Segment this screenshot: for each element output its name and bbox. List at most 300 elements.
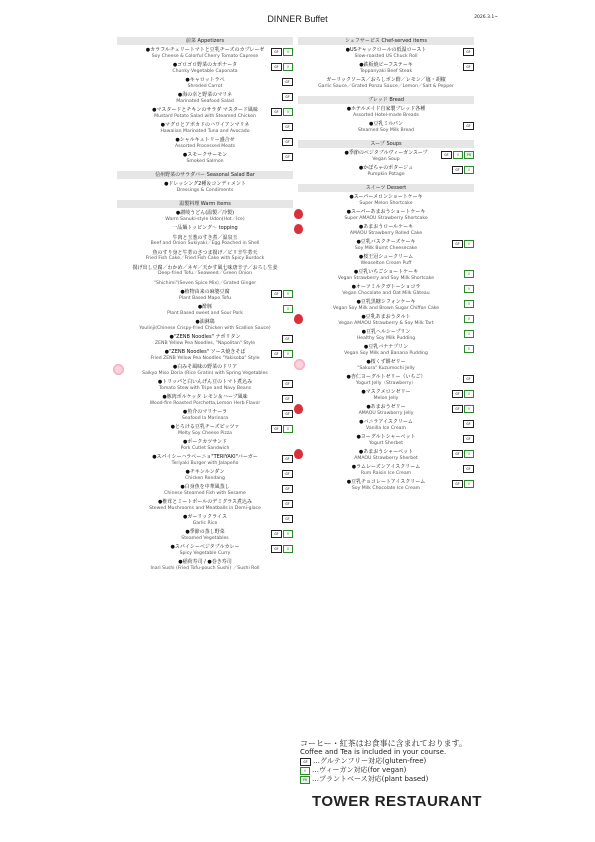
- vegan-icon: V: [283, 530, 293, 538]
- menu-item-name-jp: ●豆乳いちごショートケーキ: [353, 269, 419, 275]
- vegan-icon: V: [464, 300, 474, 308]
- menu-item-name-jp: ●マスクメロンゼリー: [361, 389, 411, 395]
- cherry-blossom-icon: [113, 364, 124, 375]
- section-header: 前菜 Appetizers: [117, 37, 293, 45]
- menu-item-name-jp: ●白みそ風味の野菜のドリア: [172, 364, 238, 370]
- dietary-icons: [463, 435, 474, 443]
- menu-item-name-jp: ●豆乳チョコレートアイスクリーム: [346, 479, 426, 485]
- menu-item: [117, 290, 293, 301]
- menu-item-name-en: Assorted Hotel-made Breads: [353, 112, 419, 118]
- menu-item: [298, 151, 474, 162]
- gluten-free-icon: GF: [463, 48, 474, 56]
- menu-item: [117, 485, 293, 496]
- gluten-free-icon: GF: [282, 410, 293, 418]
- notice-line-en: Coffee and Tea is included in your course.: [300, 748, 447, 756]
- dietary-icons: [282, 455, 293, 463]
- menu-item-name-jp: ●"ZENB Noodles" ナポリタン: [169, 334, 241, 340]
- menu-item-name-jp: ●季節のベジタブルヴィーガンスープ: [344, 150, 428, 156]
- menu-item-name-en: Vegan Soy Milk and Brown Sugar Chiffon Cake: [332, 305, 440, 311]
- menu-item-name-en: Inari Sushi (Fried Tofu-pouch Sushi) ／Sushi Roll: [150, 565, 260, 571]
- dietary-icons: [271, 530, 293, 538]
- menu-item: [117, 63, 293, 74]
- gluten-free-icon: GF: [452, 240, 463, 248]
- menu-item-name-jp: ●チキンルンダン: [185, 469, 225, 475]
- menu-item-name-jp: ●豚肉ポルケッタ レモン＆ハーブ風味: [162, 394, 248, 400]
- menu-item-name-en: Pork Cutlet Sandwich: [180, 445, 230, 451]
- vegan-icon: V: [464, 390, 474, 398]
- dietary-icons: [271, 108, 293, 116]
- menu-item-name-jp: ●キャロットラペ: [185, 77, 225, 83]
- menu-item: [117, 236, 293, 247]
- menu-item-name-jp: ●カラフルチェリートマトと豆乳チーズのカプレーゼ: [145, 47, 265, 53]
- menu-item: [298, 285, 474, 296]
- dietary-icons: [282, 485, 293, 493]
- dietary-icons: [271, 350, 293, 358]
- dietary-icons: [282, 410, 293, 418]
- menu-item: [117, 281, 293, 287]
- menu-item: [298, 107, 474, 118]
- menu-item-name-en: "Sakura" Kuzumochi Jelly: [357, 365, 415, 371]
- gluten-free-icon: GF: [463, 435, 474, 443]
- menu-item-name-en: Garlic Rice: [192, 520, 218, 526]
- menu-item-name-jp: 揚げ出し豆腐／わかめ／ネギ／天かす風七味唐辛子／おろし生姜: [132, 264, 278, 271]
- menu-item: [298, 405, 474, 416]
- menu-item-name-jp: ●稲荷寿司 / ●巻き寿司: [178, 559, 232, 565]
- menu-item: [117, 365, 293, 376]
- notice-line-jp: コーヒー・紅茶はお食事に含まれております。: [300, 739, 468, 748]
- dietary-icons: [463, 465, 474, 473]
- menu-item: [298, 210, 474, 221]
- legend-row: [300, 766, 467, 775]
- gluten-free-icon: GF: [282, 500, 293, 508]
- menu-item: [117, 545, 293, 556]
- menu-item-name-jp: ●杏仁ヨーグルトゼリー（いちご）: [346, 374, 426, 380]
- menu-item-name-en: Wood-fire Roasted Porchetta,Lemon Herb Flavor: [149, 400, 261, 406]
- gluten-free-icon: GF: [282, 138, 293, 146]
- menu-item-name-en: Plant Based Mapo Tofu: [179, 295, 231, 301]
- dietary-icons: [282, 515, 293, 523]
- menu-item-name-jp: ●USチャックロールの低温ロースト: [345, 47, 427, 53]
- menu-item: [117, 530, 293, 541]
- dietary-icons: [282, 78, 293, 86]
- menu-item-name-en: Chicken Rendang: [185, 475, 225, 481]
- menu-item-name-jp: ●酢豚: [197, 304, 213, 310]
- dietary-icons: [463, 122, 474, 130]
- menu-title: DINNER Buffet: [267, 14, 328, 24]
- gluten-free-icon: GF: [282, 335, 293, 343]
- menu-item: [117, 560, 293, 571]
- menu-item: [117, 515, 293, 526]
- menu-item-name-en: Saikyo Miso Doria (Rice Gratin) with Spring Vegetables: [142, 370, 268, 376]
- section-dessert: [298, 184, 474, 491]
- menu-item: [298, 345, 474, 356]
- legend-label: …プラントベース対応(plant based): [312, 775, 429, 783]
- menu-item-name-en: Healthy Soy Milk Pudding: [356, 335, 416, 341]
- vegan-icon: V: [464, 345, 474, 353]
- menu-item: [117, 108, 293, 119]
- dietary-icons: [464, 345, 474, 353]
- menu-item: [117, 440, 293, 451]
- menu-item-name-en: Rum Raisin Ice Cream: [360, 470, 412, 476]
- dietary-icons: [441, 151, 474, 159]
- dietary-icons: [282, 93, 293, 101]
- vegan-icon: V: [283, 545, 293, 553]
- menu-item-name-en: Smoked Salmon: [186, 158, 224, 164]
- vegan-icon: V: [283, 48, 293, 56]
- gluten-free-icon: GF: [282, 153, 293, 161]
- menu-item: [117, 425, 293, 436]
- gluten-free-icon: GF: [441, 151, 452, 159]
- dietary-icons: [464, 270, 474, 278]
- menu-item-name-en: Plant Based sweet and Sour Pork: [167, 310, 243, 316]
- menu-item-name-en: Chunky Vegetable Caponata: [172, 68, 238, 74]
- menu-item: [117, 320, 293, 331]
- menu-item-name-en: Melon Jelly: [373, 395, 399, 401]
- menu-item-name-jp: ●桜王冠シュークリーム: [358, 254, 414, 260]
- menu-item-name-jp: ●豆乳バスクチーズケーキ: [356, 239, 416, 245]
- menu-item: [298, 122, 474, 133]
- menu-item-name-en: Teppanyaki Beef Steak: [359, 68, 413, 74]
- menu-item-name-en: Hawaiian Marinated Tuna and Avocado: [160, 128, 250, 134]
- menu-item: [298, 225, 474, 236]
- menu-item-name-jp: ●油淋鶏: [195, 319, 215, 325]
- gluten-free-icon: GF: [300, 758, 311, 766]
- vegan-icon: V: [283, 305, 293, 313]
- menu-item: [117, 305, 293, 316]
- plant-based-icon: PB: [464, 151, 474, 159]
- menu-item: [298, 78, 474, 89]
- menu-item-name-en: Shreded Carrot: [187, 83, 223, 89]
- menu-item: [117, 335, 293, 346]
- menu-item-name-en: Melty Soy Cheese Pizza: [178, 430, 232, 436]
- menu-item: [117, 410, 293, 421]
- menu-item-name-en: Soy Milk Burnt Cheesecake: [354, 245, 418, 251]
- menu-item-name-jp: ●桜くず餅ゼリー: [366, 359, 406, 365]
- vegan-icon: V: [283, 290, 293, 298]
- menu-item-name-jp: ●スモークサーモン: [182, 152, 228, 158]
- dietary-icons: [452, 390, 474, 398]
- menu-item-name-jp: ●マスタードとチキンのサラダ マスタード風味: [152, 107, 258, 113]
- dietary-icons: [282, 153, 293, 161]
- dietary-icons: [464, 315, 474, 323]
- menu-date: 2026.3.1~: [474, 15, 498, 20]
- notice: [300, 739, 467, 784]
- legend-row: [300, 775, 467, 784]
- strawberry-icon: [294, 224, 303, 234]
- right-column: [298, 37, 474, 495]
- menu-item-name-jp: ●ヨーグルトシャーベット: [356, 434, 416, 440]
- menu-item-name-jp: ●オーツミルクガトーショコラ: [351, 284, 421, 290]
- menu-item-name-en: Seafood la Marinara: [181, 415, 229, 421]
- vegan-icon: V: [464, 285, 474, 293]
- vegan-icon: V: [464, 480, 474, 488]
- menu-item: [117, 93, 293, 104]
- section-header: スープ Soups: [298, 140, 474, 148]
- dietary-icons: [463, 63, 474, 71]
- menu-item: [298, 300, 474, 311]
- gluten-free-icon: GF: [452, 390, 463, 398]
- menu-item-name-jp: ●あまおうシャーベット: [358, 449, 414, 455]
- menu-item-name-en: Vegan Soup: [372, 156, 400, 162]
- gluten-free-icon: GF: [463, 375, 474, 383]
- dietary-icons: [282, 395, 293, 403]
- gluten-free-icon: GF: [282, 78, 293, 86]
- menu-item: [117, 211, 293, 222]
- menu-item-name-en: Weaselton Cream Puff: [360, 260, 412, 266]
- menu-item: [298, 240, 474, 251]
- menu-item-name-jp: ●植物由来の麻婆豆腐: [180, 289, 230, 295]
- gluten-free-icon: GF: [271, 425, 282, 433]
- section-header: 信州野菜のサラダバー Seasonal Salad Bar: [117, 171, 293, 179]
- menu-item-name-en: Steamed Soy Milk Bread: [357, 127, 415, 133]
- menu-item-name-en: "Shichimi"(Seven Spice Mix)／Grated Ginger: [153, 280, 257, 286]
- cherry-blossom-icon: [294, 359, 305, 370]
- gluten-free-icon: GF: [282, 455, 293, 463]
- dietary-icons: [271, 425, 293, 433]
- dietary-icons: [282, 380, 293, 388]
- section-header: 温製料理 Warm items: [117, 200, 293, 208]
- menu-item-name-en: Vegan Strawberry and Soy Milk Shortcake: [337, 275, 435, 281]
- menu-item-name-en: Vegan Chocolate and Oat Milk Gâteau: [342, 290, 430, 296]
- gluten-free-icon: GF: [282, 380, 293, 388]
- strawberry-icon: [294, 209, 303, 219]
- menu-item-name-jp: ●マグロとアボカドのハワイアンマリネ: [160, 122, 250, 128]
- menu-item: [117, 138, 293, 149]
- menu-item-name-jp: ●ガーリックライス: [183, 514, 227, 520]
- dietary-icons: [271, 48, 293, 56]
- menu-item-name-jp: ●海の幸と野菜のマリネ: [177, 92, 233, 98]
- gluten-free-icon: GF: [271, 290, 282, 298]
- dietary-icons: [463, 375, 474, 383]
- gluten-free-icon: GF: [271, 48, 282, 56]
- menu-item: [298, 360, 474, 371]
- section-warm: [117, 200, 293, 571]
- menu-item-name-jp: ●ラムレーズンアイスクリーム: [351, 464, 421, 470]
- legend-row: [300, 757, 467, 766]
- menu-item-name-en: Pumpkin Potage: [367, 171, 405, 177]
- menu-item-name-jp: ●魚介のマリナーラ: [182, 409, 228, 415]
- menu-item-name-jp: ●鉄板焼ビーフステーキ: [359, 62, 413, 68]
- menu-item-name-jp: 魚のすり身と牛蒡のさつま揚げ／ピリ辛牛蒡天: [152, 249, 258, 256]
- gluten-free-icon: GF: [452, 405, 463, 413]
- menu-item: [117, 350, 293, 361]
- dietary-icons: [463, 420, 474, 428]
- gluten-free-icon: GF: [452, 450, 463, 458]
- gluten-free-icon: GF: [282, 515, 293, 523]
- dietary-icons: [464, 285, 474, 293]
- menu-item: [298, 390, 474, 401]
- menu-item-name-jp: ●白身魚を中華風蒸し: [180, 484, 230, 490]
- vegan-icon: V: [283, 108, 293, 116]
- legend-label: …ヴィーガン対応(for vegan): [312, 766, 407, 774]
- section-appetizers: [117, 37, 293, 164]
- menu-item-name-en: Yogurt Jelly（Strawberry）: [356, 380, 416, 386]
- vegan-icon: V: [283, 425, 293, 433]
- dietary-icons: [283, 305, 293, 313]
- dietary-icons: [282, 500, 293, 508]
- gluten-free-icon: GF: [463, 63, 474, 71]
- menu-item: [298, 330, 474, 341]
- menu-item-name-jp: ●あまおうゼリー: [366, 404, 406, 410]
- menu-item: [298, 195, 474, 206]
- strawberry-icon: [294, 314, 303, 324]
- menu-item-name-en: Stewed Mushrooms and Meatballs in Demi-glace: [149, 505, 261, 511]
- plant-based-icon: PB: [300, 776, 310, 784]
- menu-item-name-en: Vanilla Ice Cream: [366, 425, 406, 431]
- gluten-free-icon: GF: [282, 123, 293, 131]
- menu-item-name-jp: ●季節の蒸し野菜: [185, 529, 225, 535]
- dietary-icons: [452, 240, 474, 248]
- menu-item-name-en: AMAOU Strawberry Jelly: [358, 410, 414, 416]
- menu-item-name-en: Teriyaki Burger with Jalapeño: [171, 460, 239, 466]
- gluten-free-icon: GF: [452, 166, 463, 174]
- menu-item: [298, 435, 474, 446]
- dietary-icons: [282, 470, 293, 478]
- menu-item: [117, 153, 293, 164]
- menu-item-name-en: Deep-fried Tofu／Seaweed／Green Onion: [157, 271, 253, 276]
- menu-item-name-jp: ●シャルキュトリー盛合せ: [175, 137, 235, 143]
- vegan-icon: V: [464, 270, 474, 278]
- dietary-icons: [282, 335, 293, 343]
- menu-item-name-en: Assorted Processed Meats: [174, 143, 236, 149]
- menu-item-name-en: AMAOU Strawberry Rolled Cake: [349, 230, 423, 236]
- dietary-icons: [282, 138, 293, 146]
- menu-item-name-en: AMAOU Strawberry Sherbet: [354, 455, 418, 461]
- brand-name: TOWER RESTAURANT: [312, 793, 482, 810]
- menu-item-name-en: Soy Milk Chocolate Ice Cream: [351, 485, 421, 491]
- menu-item-name-en: Vegan AMAOU Strawberry & Soy Milk Tart: [338, 320, 434, 326]
- menu-item-name-en: Garlic Sauce／Grated Ponzu Sauce／Lemon／Salt & Pepper: [318, 83, 454, 89]
- vegan-icon: V: [464, 240, 474, 248]
- dietary-icons: [452, 166, 474, 174]
- menu-item: [298, 270, 474, 281]
- menu-item-name-jp: ●スーパーあまおうショートケーキ: [346, 209, 426, 215]
- menu-item-name-en: Warm Sanuki-style Udon(Hot／Ice): [165, 216, 245, 222]
- menu-item: [117, 266, 293, 277]
- menu-item: [298, 48, 474, 59]
- menu-item-name-jp: ●豆乳バナナプリン: [363, 344, 409, 350]
- gluten-free-icon: GF: [282, 395, 293, 403]
- menu-item: [117, 123, 293, 134]
- menu-item-name-jp: 一品麺トッピング〜 topping: [172, 225, 238, 231]
- dietary-icons: [282, 123, 293, 131]
- strawberry-icon: [294, 404, 303, 414]
- menu-item: [298, 315, 474, 326]
- gluten-free-icon: GF: [282, 485, 293, 493]
- gluten-free-icon: GF: [463, 420, 474, 428]
- menu-item-name-jp: ガーリックソース／おろしポン酢／レモン／塩・胡椒: [326, 77, 446, 83]
- menu-item-name-jp: ●トリッパと白いんげん豆のトマト煮込み: [157, 379, 253, 385]
- menu-item-name-en: Fried Fish Cake／Fried Fish Cake with Spicy Burdock: [145, 256, 265, 261]
- legend-label: …グルテンフリー対応(gluten-free): [313, 757, 427, 765]
- menu-item-name-en: Slow-roasted US Chuck Roll: [354, 53, 418, 59]
- menu-item-name-en: Steamed Vegetables: [181, 535, 229, 541]
- menu-item-name-jp: ●ドレッシング2種＆コンディメント: [164, 181, 246, 187]
- menu-item: [117, 500, 293, 511]
- vegan-icon: V: [453, 151, 463, 159]
- gluten-free-icon: GF: [271, 545, 282, 553]
- dietary-icons: [464, 300, 474, 308]
- section-header: スイーツ Dessert: [298, 184, 474, 192]
- dietary-icons: [463, 48, 474, 56]
- menu-item: [117, 251, 293, 262]
- menu-item-name-jp: ●ゴロゴロ野菜のカポナータ: [172, 62, 238, 68]
- menu-item: [117, 48, 293, 59]
- menu-item-name-en: Mustard Potato Salad with Steamed Chicken: [154, 113, 256, 119]
- section-bread: [298, 96, 474, 133]
- menu-item-name-en: Dressings & Condiments: [176, 187, 234, 193]
- section-chef: [298, 37, 474, 89]
- menu-item-name-jp: ●スーパーメロンショートケーキ: [349, 194, 423, 200]
- menu-item-name-jp: ●豆乳黒糖シフォンケーキ: [356, 299, 416, 305]
- menu-item-name-jp: 牛肉と玉葱のすき煮／温泉玉: [172, 234, 238, 241]
- vegan-icon: V: [300, 767, 310, 775]
- menu-item-name-en: Super AMAOU Strawberry Shortcake: [344, 215, 428, 221]
- menu-item: [298, 166, 474, 177]
- icon-legend: [300, 757, 467, 784]
- section-soup: [298, 140, 474, 177]
- menu-item-name-jp: ●豆乳ミルパン: [368, 121, 403, 127]
- menu-item-name-jp: ●ポークカツサンド: [182, 439, 228, 445]
- menu-item: [117, 182, 293, 193]
- menu-item-name-en: Youlinji(Chinese Crispy-fried Chicken with Scallion Sauce): [139, 325, 271, 331]
- vegan-icon: V: [464, 405, 474, 413]
- dietary-icons: [452, 405, 474, 413]
- dietary-icons: [452, 480, 474, 488]
- menu-item: [117, 78, 293, 89]
- menu-item-name-en: Yogurt Sherbet: [368, 440, 404, 446]
- gluten-free-icon: GF: [271, 63, 282, 71]
- menu-item-name-en: Soy Cheese & Colorful Cherry Tomato Caprese: [151, 53, 259, 59]
- dietary-icons: [271, 290, 293, 298]
- strawberry-icon: [294, 449, 303, 459]
- left-column: [117, 37, 293, 575]
- dietary-icons: [271, 63, 293, 71]
- menu-item-name-en: Fried ZENB Yellow Pea Noodles "Yakisoba" Style: [150, 355, 260, 361]
- menu-item-name-jp: ●ホテルメイド自家製ブレッド各種: [346, 106, 426, 112]
- menu-item-name-jp: ●スパイシーベジタブルカレー: [170, 544, 240, 550]
- vegan-icon: V: [283, 350, 293, 358]
- gluten-free-icon: GF: [452, 480, 463, 488]
- gluten-free-icon: GF: [463, 122, 474, 130]
- menu-item-name-en: Vegan Soy Milk and Banana Pudding: [344, 350, 428, 356]
- vegan-icon: V: [283, 63, 293, 71]
- dietary-icons: [464, 330, 474, 338]
- gluten-free-icon: GF: [271, 108, 282, 116]
- menu-item-name-jp: ●椎茸とミートボールのデミグラス煮込み: [157, 499, 253, 505]
- dietary-icons: [452, 450, 474, 458]
- section-salad: [117, 171, 293, 193]
- section-header: シェフサービス Chef-served items: [298, 37, 474, 45]
- menu-item-name-jp: ●かぼちゃのポタージュ: [358, 165, 414, 171]
- menu-item: [298, 450, 474, 461]
- menu-item-name-jp: ●スパイシーハラペーニョ"TERIYAKI"バーガー: [152, 454, 258, 460]
- menu-item: [117, 455, 293, 466]
- menu-item-name-en: ZENB Yellow Pea Noodles, "Napolitan" Style: [154, 340, 256, 346]
- menu-item-name-en: Spicy Vegetable Curry: [179, 550, 231, 556]
- menu-item-name-jp: ●とろける豆乳チーズピッツァ: [170, 424, 240, 430]
- menu-item-name-en: Marinated Seafood Salad: [176, 98, 234, 104]
- menu-item-name-jp: ●"ZENB Noodles" ソース焼きそば: [164, 349, 246, 355]
- menu-item: [298, 480, 474, 491]
- vegan-icon: V: [464, 166, 474, 174]
- gluten-free-icon: GF: [271, 530, 282, 538]
- vegan-icon: V: [464, 450, 474, 458]
- menu-item-name-jp: ●豆乳ヘルシープリン: [361, 329, 411, 335]
- menu-item: [298, 63, 474, 74]
- menu-item-name-jp: ●讃岐うどん(温製／冷製): [175, 210, 235, 216]
- menu-item-name-jp: ●豆乳あまおうタルト: [361, 314, 411, 320]
